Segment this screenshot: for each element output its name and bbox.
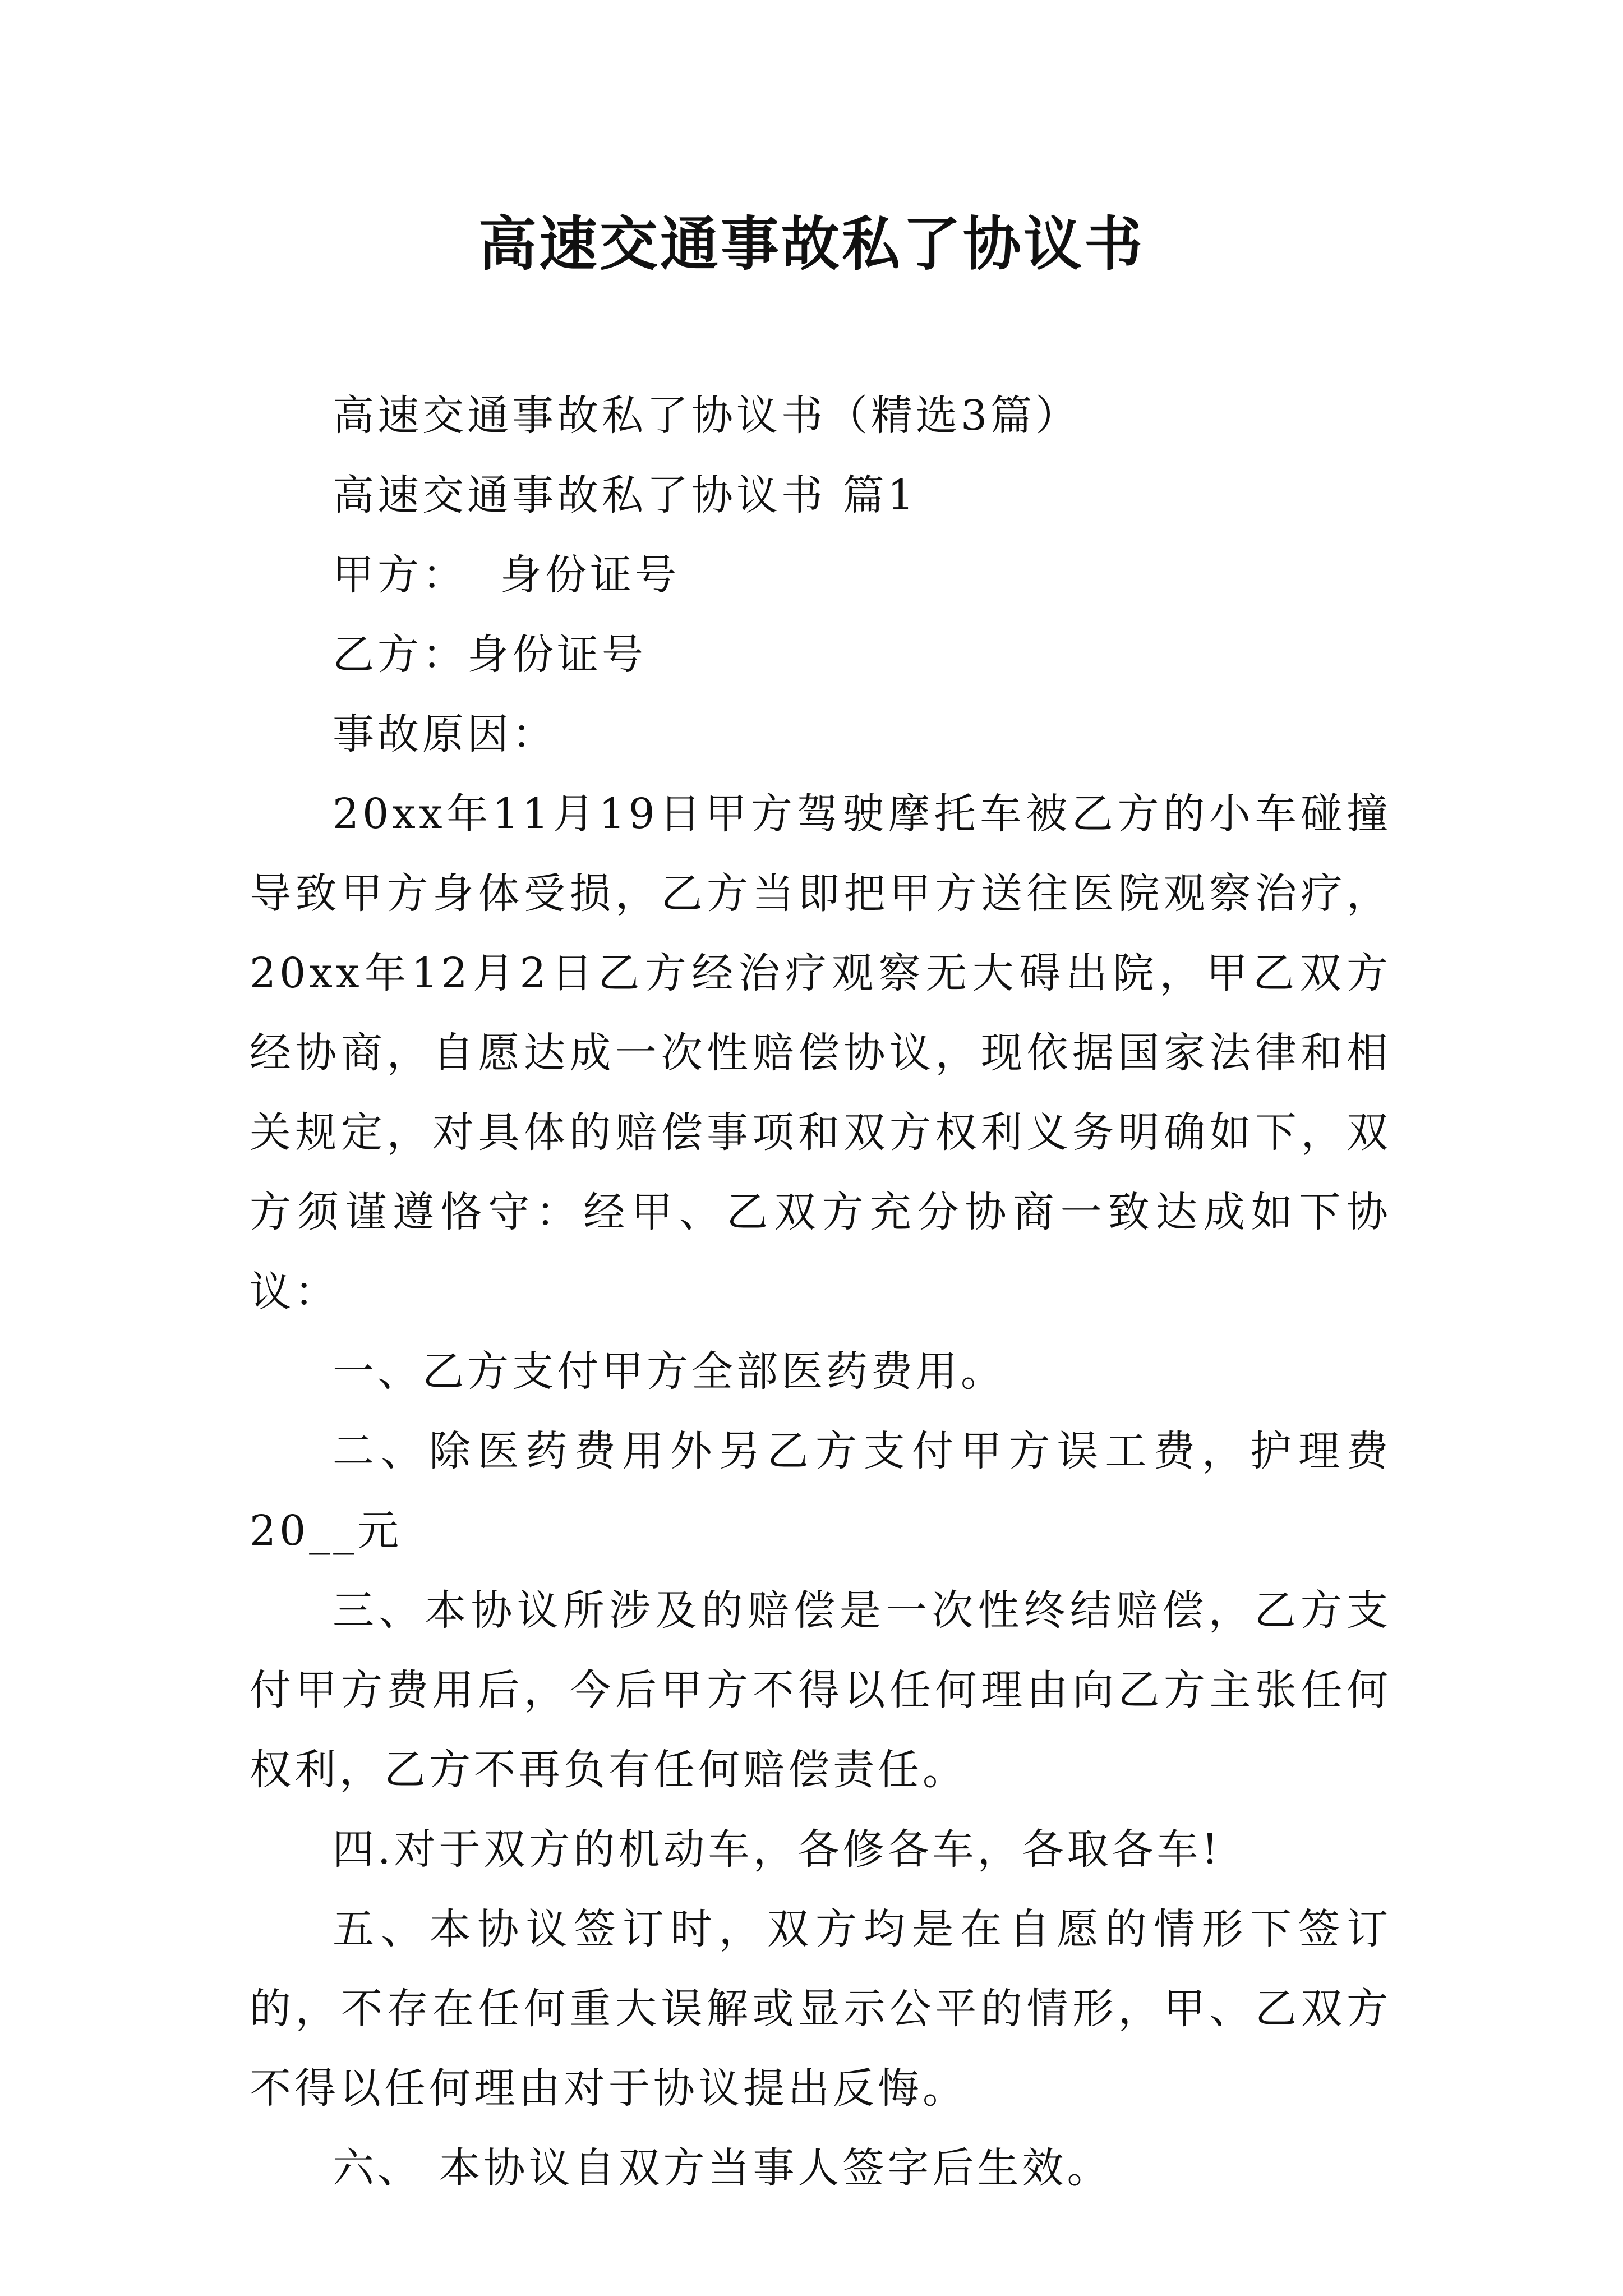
document-title: 高速交通事故私了协议书 bbox=[478, 209, 1145, 278]
paragraph-party-a: 甲方： 身份证号 bbox=[333, 551, 680, 599]
paragraph-clause-4: 四.对于双方的机动车，各修各车，各取各车! bbox=[333, 1825, 1222, 1874]
paragraph-accident-description: 20xx年11月19日甲方驾驶摩托车被乙方的小车碰撞导致甲方身体受损，乙方当即把甲方送往医院观察治疗，20xx年12月2日乙方经治疗观察无大碍出院，甲乙双方经协商，自愿达成一次性赔偿协议，现依据国家法律和相关规定，对具体的赔偿事项和双方权利义务明确如下，双方须谨遵恪守：经甲、乙双方充分协商一致达成如下协议： bbox=[250, 790, 1391, 1316]
paragraph-clause-6: 六、 本协议自双方当事人签字后生效。 bbox=[333, 2144, 1112, 2192]
document-body bbox=[250, 376, 1391, 2208]
paragraph-accident-cause-label: 事故原因： bbox=[333, 710, 557, 758]
paragraph-clause-3: 三、本协议所涉及的赔偿是一次性终结赔偿，乙方支付甲方费用后，今后甲方不得以任何理由向乙方主张任何权利，乙方不再负有任何赔偿责任。 bbox=[250, 1586, 1391, 1794]
paragraph-subtitle: 高速交通事故私了协议书（精选3篇） bbox=[333, 392, 1081, 440]
paragraph-section-heading: 高速交通事故私了协议书 篇1 bbox=[333, 471, 917, 519]
paragraph-clause-2: 二、除医药费用外另乙方支付甲方误工费，护理费20__元 bbox=[250, 1427, 1391, 1555]
paragraph-clause-1: 一、乙方支付甲方全部医药费用。 bbox=[333, 1347, 1006, 1396]
paragraph-clause-5: 五、本协议签订时，双方均是在自愿的情形下签订的，不存在任何重大误解或显示公平的情形，甲、乙双方不得以任何理由对于协议提出反悔。 bbox=[250, 1905, 1391, 2113]
paragraph-party-b: 乙方：身份证号 bbox=[333, 631, 647, 679]
